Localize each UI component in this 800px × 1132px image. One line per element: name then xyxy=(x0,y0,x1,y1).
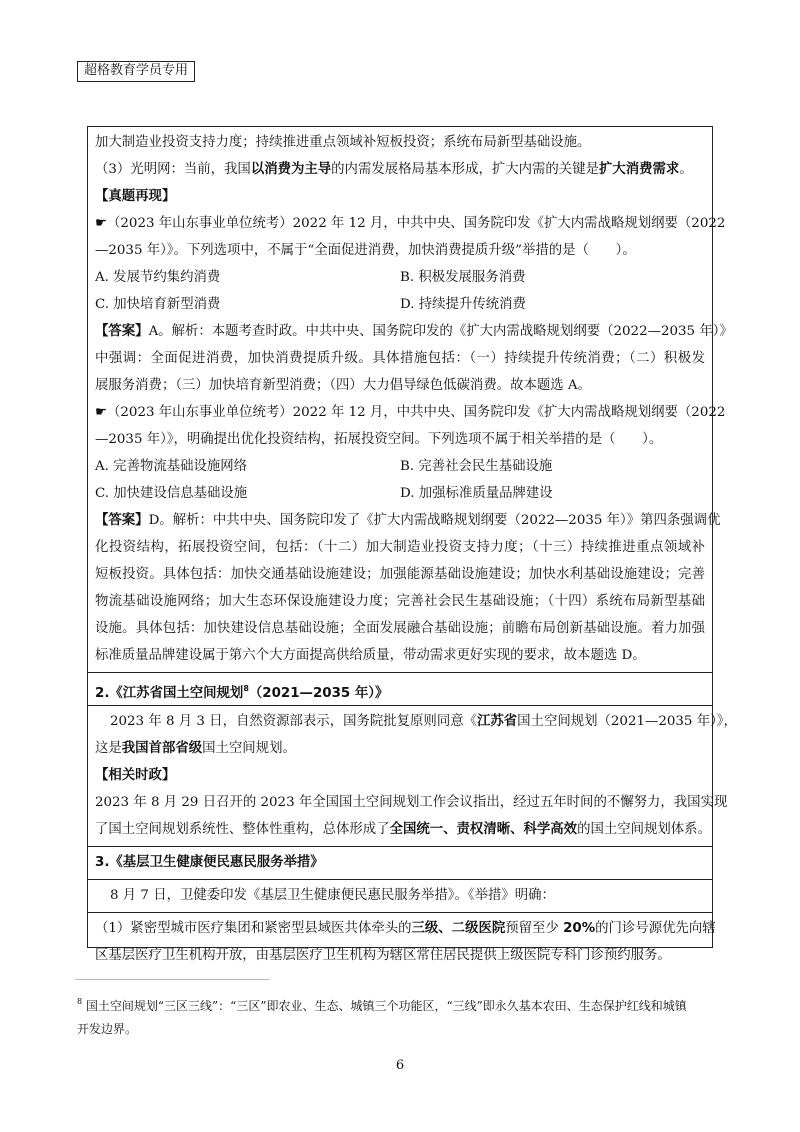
header-label: 超格教育学员专用 xyxy=(77,61,195,82)
option-d: D. 持续提升传统消费 xyxy=(400,297,526,312)
section-title xyxy=(95,675,705,702)
question-text: （2023 年山东事业单位统考）2022 年 12 月，中共中央、国务院印发《扩大内需战略规划纲要（2022 xyxy=(107,216,726,231)
answer-text: A。解析：本题考查时政。中共中央、国务院印发的《扩大内需战略规划纲要（2022—2035 年）》 xyxy=(148,324,733,339)
option-b: B. 完善社会民生基础设施 xyxy=(400,459,553,474)
text: 这是 xyxy=(95,741,122,756)
answer-1-line: 中强调：全面促进消费，加快消费提质升级。具体措施包括：（一）持续提升传统消费；（二）积极发 xyxy=(95,351,705,366)
text-line xyxy=(95,708,737,735)
answer-2-line xyxy=(95,507,721,534)
question-2-line xyxy=(95,399,726,426)
footnote-marker: 8 xyxy=(77,997,83,1006)
section-primary-health-measures xyxy=(88,913,716,972)
option-a: A. 完善物流基础设施网络 xyxy=(95,459,248,474)
answer-2-line: 短板投资。具体包括：加快交通基础设施建设；加强能源基础设施建设；加快水利基础设施建设；完善 xyxy=(95,567,705,582)
text: 了国土空间规划系统性、整体性重构，总体形成了 xyxy=(95,822,390,837)
question-1-line xyxy=(95,210,726,237)
bold-text: 扩大消费需求 xyxy=(598,162,680,177)
footnote-line xyxy=(77,990,727,1018)
content-frame xyxy=(87,126,737,963)
question-text: （2023 年山东事业单位统考）2022 年 12 月，中共中央、国务院印发《扩大内需战略规划纲要（2022 xyxy=(107,405,726,420)
answer-text: D。解析：中共中央、国务院印发了《扩大内需战略规划纲要（2022—2035 年）》第四条强调优 xyxy=(148,513,721,528)
question-1-line: —2035 年）》。下列选项中，不属于“全面促进消费，加快消费提质升级”举措的是（ ）。 xyxy=(95,243,636,258)
section-title: 3.《基层卫生健康便民惠民服务举措》 xyxy=(95,855,324,870)
option-d: D. 加强标准质量品牌建设 xyxy=(400,486,553,501)
text: 国土空间规划。 xyxy=(202,741,296,756)
text-line xyxy=(95,915,716,942)
pointing-hand-icon: ☛ xyxy=(95,405,108,420)
text: 的国土空间规划体系。 xyxy=(577,822,711,837)
text: 。 xyxy=(679,162,693,177)
text: 的内需发展格局基本形成，扩大内需的关键是 xyxy=(331,162,599,177)
text-line: 8 月 7 日，卫健委印发《基层卫生健康便民惠民服务举措》。《举措》明确： xyxy=(110,888,555,903)
section-primary-health-title xyxy=(88,847,712,880)
answer-2-line: 标准质量品牌建设属于第六个大方面提高供给质量，带动需求更好实现的要求，故本题选 D。 xyxy=(95,648,646,663)
text-line: 加大制造业投资支持力度；持续推进重点领域补短板投资；系统布局新型基础设施。 xyxy=(95,135,591,150)
option-c: C. 加快建设信息基础设施 xyxy=(95,486,248,501)
answer-2-line: 化投资结构，拓展投资空间，包括：（十二）加大制造业投资支持力度；（十三）持续推进重点领域补 xyxy=(95,540,705,555)
option-b: B. 积极发展服务消费 xyxy=(400,270,526,285)
section-expand-domestic-demand xyxy=(88,127,733,673)
bold-text: 三级、二级医院 xyxy=(411,921,506,936)
text: （1）紧密型城市医疗集团和紧密型县域医共体牵头的 xyxy=(95,921,412,936)
question-1-options xyxy=(95,291,705,318)
text-line: 2023 年 8 月 29 日召开的 2023 年全国国土空间规划工作会议指出，经过五年时间的不懈努力，我国实现 xyxy=(95,795,728,810)
heading-related: 【相关时政】 xyxy=(95,768,176,783)
section-jiangsu-plan-body xyxy=(88,706,737,847)
answer-2-line: 物流基础设施网络；加大生态环保设施建设力度；完善社会民生基础设施；（十四）系统布局新型基础 xyxy=(95,594,705,609)
text: 的门诊号源优先向辖 xyxy=(595,921,716,936)
text-line: 区基层医疗卫生机构开放，由基层医疗卫生机构为辖区常住居民提供上级医院专科门诊预约服务。 xyxy=(95,948,671,963)
bold-text: 江苏省 xyxy=(477,714,518,729)
page-number: 6 xyxy=(395,1058,405,1073)
text-line xyxy=(95,816,711,843)
answer-label: 【答案】 xyxy=(95,324,149,339)
text: （3）光明网：当前，我国 xyxy=(95,162,251,177)
question-2-line: —2035 年）》，明确提出优化投资结构，拓展投资空间。下列选项不属于相关举措的是（ ）。 xyxy=(95,432,663,447)
question-1-options xyxy=(95,264,705,291)
section-jiangsu-plan-title xyxy=(88,673,712,706)
footnote-divider xyxy=(75,979,270,980)
option-a: A. 发展节约集约消费 xyxy=(95,270,221,285)
question-2-options xyxy=(95,480,705,507)
paragraph-guangming xyxy=(95,156,705,183)
footnote xyxy=(77,990,727,1041)
bold-text: 以消费为主导 xyxy=(250,162,332,177)
answer-1-line xyxy=(95,318,733,345)
title-text: 2.《江苏省国土空间规划 xyxy=(95,686,244,701)
footnote-text: 国土空间规划“三区三线”：“三区”即农业、生态、城镇三个功能区，“三线”即永久基本农田、生态保护红线和城镇 xyxy=(82,999,687,1013)
title-text: （2021—2035 年）》 xyxy=(248,686,389,701)
text: 国土空间规划（2021—2035 年）》， xyxy=(517,714,737,729)
footnote-line: 开发边界。 xyxy=(77,1022,138,1036)
answer-label: 【答案】 xyxy=(95,513,149,528)
answer-2-line: 设施。具体包括：加快建设信息基础设施；全面发展融合基础设施；前瞻布局创新基础设施。着力加强 xyxy=(95,621,705,636)
bold-text: 我国首部省级 xyxy=(121,741,203,756)
heading-zhenti: 【真题再现】 xyxy=(95,189,176,204)
footnote-ref: 8 xyxy=(243,684,249,693)
text-line xyxy=(95,735,705,762)
option-c: C. 加快培育新型消费 xyxy=(95,297,221,312)
section-primary-health-body xyxy=(88,880,712,913)
text: 2023 年 8 月 3 日，自然资源部表示，国务院批复原则同意《 xyxy=(110,714,477,729)
question-2-options xyxy=(95,453,705,480)
answer-1-line: 展服务消费；（三）加快培育新型消费；（四）大力倡导绿色低碳消费。故本题选 A。 xyxy=(95,378,591,393)
bold-text: 20% xyxy=(563,921,596,936)
pointing-hand-icon: ☛ xyxy=(95,216,108,231)
text: 预留至少 xyxy=(505,921,564,936)
bold-text: 全国统一、责权清晰、科学高效 xyxy=(389,822,578,837)
